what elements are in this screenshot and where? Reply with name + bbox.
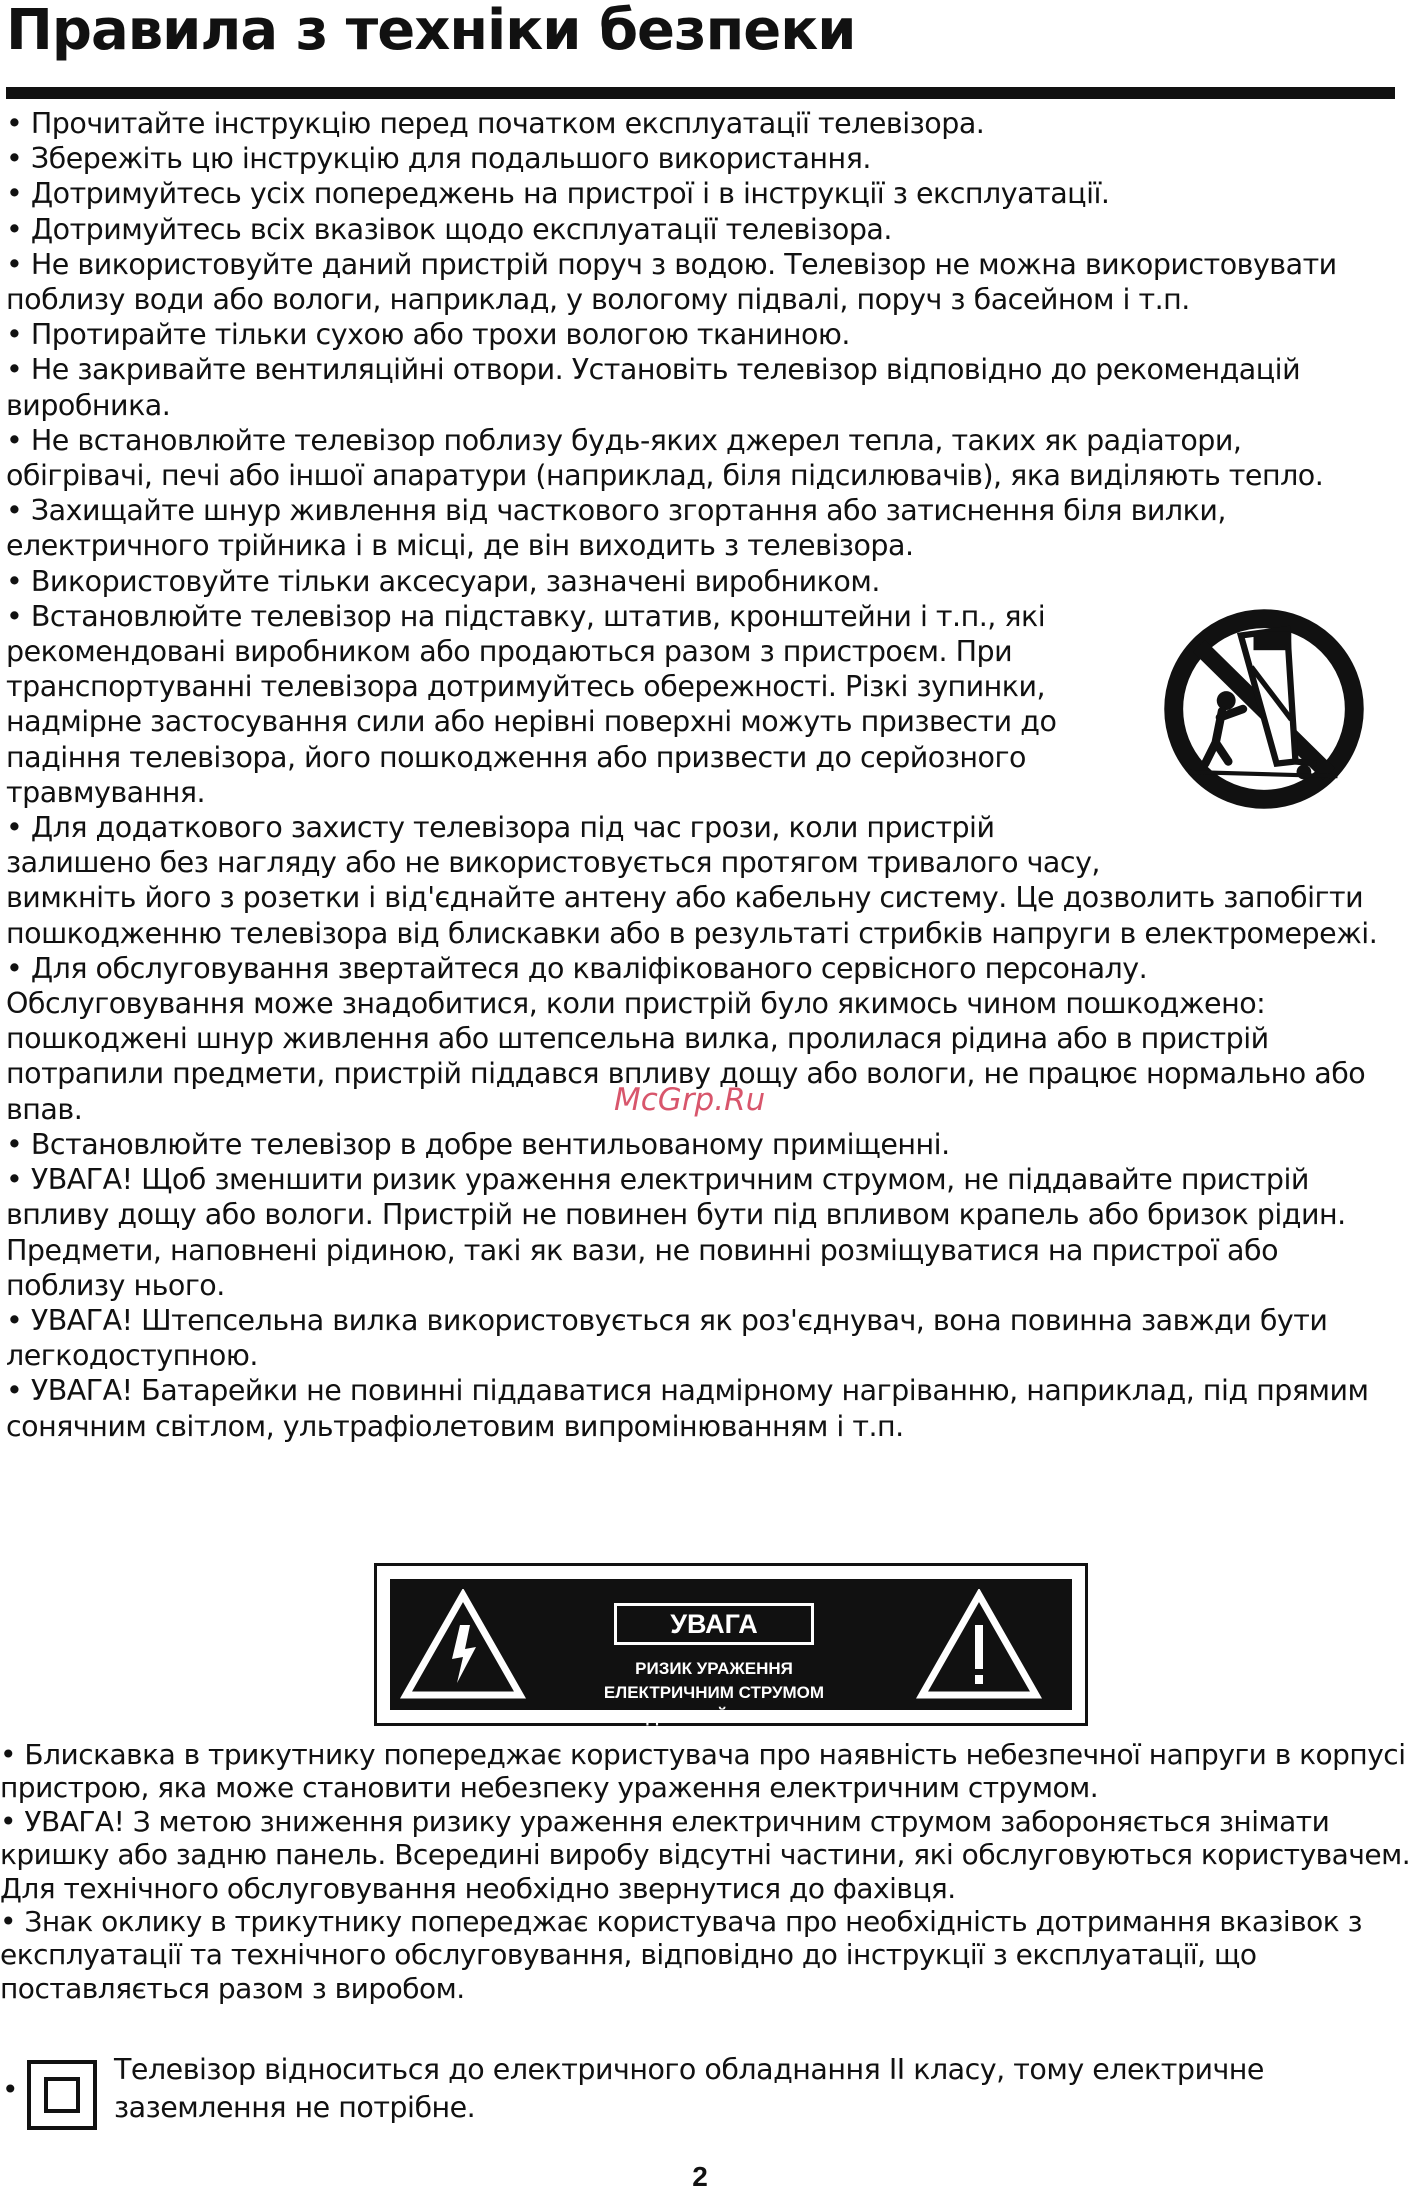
safety-rule: • Не встановлюйте телевізор поблизу будь-яких джерел тепла, таких як радіатори, обігрівачі, печі або іншої апаратури (наприклад, біля підсилювачів), яка виділяють тепло. xyxy=(6,423,1324,493)
symbol-notes xyxy=(0,1738,1421,2005)
class2-text: Телевізор відноситься до електричного обладнання II класу, тому електричне заземлення не потрібне. xyxy=(114,2053,1264,2124)
safety-rule: • Не використовуйте даний пристрій поруч з водою. Телевізор не можна використовувати поблизу води або вологи, наприклад, у вологому підвалі, поруч з басейном і т.п. xyxy=(6,247,1337,317)
title-divider xyxy=(6,87,1395,99)
lightning-triangle-icon xyxy=(400,1589,526,1701)
watermark: McGrp.Ru xyxy=(614,1082,766,1118)
safety-rules xyxy=(6,106,1391,1444)
page-title: Правила з техніки безпеки xyxy=(6,0,856,63)
safety-rule: • Дотримуйтесь всіх вказівок щодо експлуатації телевізора. xyxy=(6,212,892,246)
safety-rule: • Не закривайте вентиляційні отвори. Установіть телевізор відповідно до рекомендацій виробника. xyxy=(6,353,1301,422)
safety-rule: • Захищайте шнур живлення від часткового згортання або затиснення біля вилки, електричного трійника і в місці, де він виходить з телевізора. xyxy=(6,494,1226,563)
exclamation-triangle-icon xyxy=(916,1589,1042,1701)
safety-rule: • Дотримуйтесь усіх попереджень на пристрої і в інструкції з експлуатації. xyxy=(6,177,1110,211)
safety-rule: • Збережіть цю інструкцію для подальшого використання. xyxy=(6,142,871,176)
page-number: 2 xyxy=(692,2161,708,2192)
warning-line: РИЗИК УРАЖЕННЯ xyxy=(635,1659,793,1678)
safety-rule: • Використовуйте тільки аксесуари, зазначені виробником. xyxy=(6,564,880,598)
safety-rule: • УВАГА! Щоб зменшити ризик ураження електричним струмом, не піддавайте пристрій впливу дощу або вологи. Пристрій не повинен бути під впливом крапель або бризок рідин. Предмети, наповнені рідиною, такі як вази, не повинні розміщуватися на пристрої або поблизу нього. xyxy=(6,1163,1346,1302)
safety-rule: • УВАГА! Батарейки не повинні піддаватися надмірному нагріванню, наприклад, під прямим сонячним світлом, ультрафіолетовим випромінюванням і т.п. xyxy=(6,1374,1369,1443)
class2-note xyxy=(0,2051,1421,2131)
warning-label-panel xyxy=(390,1579,1072,1726)
double-insulation-icon xyxy=(26,2059,98,2131)
cart-tipover-warning-icon xyxy=(1129,604,1391,866)
bullet: • xyxy=(2,2073,19,2106)
safety-rule: • Протирайте тільки сухою або трохи вологою тканиною. xyxy=(6,318,850,352)
warning-title: УВАГА xyxy=(614,1603,814,1645)
shock-warning-label xyxy=(374,1563,1088,1726)
symbol-note: • УВАГА! З метою зниження ризику ураження електричним струмом забороняється знімати кришку або задню панель. Всередині виробу відсутні частини, які обслуговуються користувачем. Для технічного обслуговування необхідно звернутися до фахівця. xyxy=(0,1804,1411,1905)
symbol-note: • Блискавка в трикутнику попереджає користувача про наявність небезпечної напруги в корпусі пристрою, яка може становити небезпеку ураження електричним струмом. xyxy=(0,1738,1406,1805)
safety-rule: • Прочитайте інструкцію перед початком експлуатації телевізора. xyxy=(6,107,985,140)
warning-line: ЕЛЕКТРИЧНИМ СТРУМОМ xyxy=(603,1683,825,1702)
safety-rule: • УВАГА! Штепсельна вилка використовується як роз'єднувач, вона повинна завжди бути легкодоступною. xyxy=(6,1303,1328,1373)
safety-rule: • Для додаткового захисту телевізора під час грози, коли пристрій залишено без нагляду або не використовується протягом тривалого часу, вимкніть його з розетки і від'єднайте антену або кабельну систему. Це дозволить запобігти пошкодженню телевізора від блискавки або в результаті стрибків напруги в електромережі. xyxy=(6,811,1378,950)
symbol-note: • Знак оклику в трикутнику попереджає користувача про необхідність дотримання вказівок з експлуатації та технічного обслуговування, відповідно до інструкції з експлуатації, що поставляється разом з виробом. xyxy=(0,1905,1362,2005)
safety-rule: • Встановлюйте телевізор в добре вентильованому приміщенні. xyxy=(6,1127,950,1161)
warning-line: НЕ ВІДКРИВАЙТЕ КРИШКУ xyxy=(600,1707,828,1726)
safety-rule: • Для обслуговування звертайтеся до кваліфікованого сервісного персоналу. Обслуговування може знадобитися, коли пристрій було якимось чином пошкоджено: пошкоджені шнур живлення або штепсельна вилка, пролилася рідина або в пристрій потрапили предмети, пристрій піддався впливу дощу або вологи, не працює нормально або впав. xyxy=(6,951,1366,1126)
safety-rule: • Встановлюйте телевізор на підставку, штатив, кронштейни і т.п., які рекомендовані виробником або продаються разом з пристроєм. При транспортуванні телевізора дотримуйтесь обережності. Різкі зупинки, надмірне застосування сили або нерівні поверхні можуть призвести до падіння телевізора, його пошкодження або призвести до серйозного травмування. xyxy=(6,599,1057,809)
